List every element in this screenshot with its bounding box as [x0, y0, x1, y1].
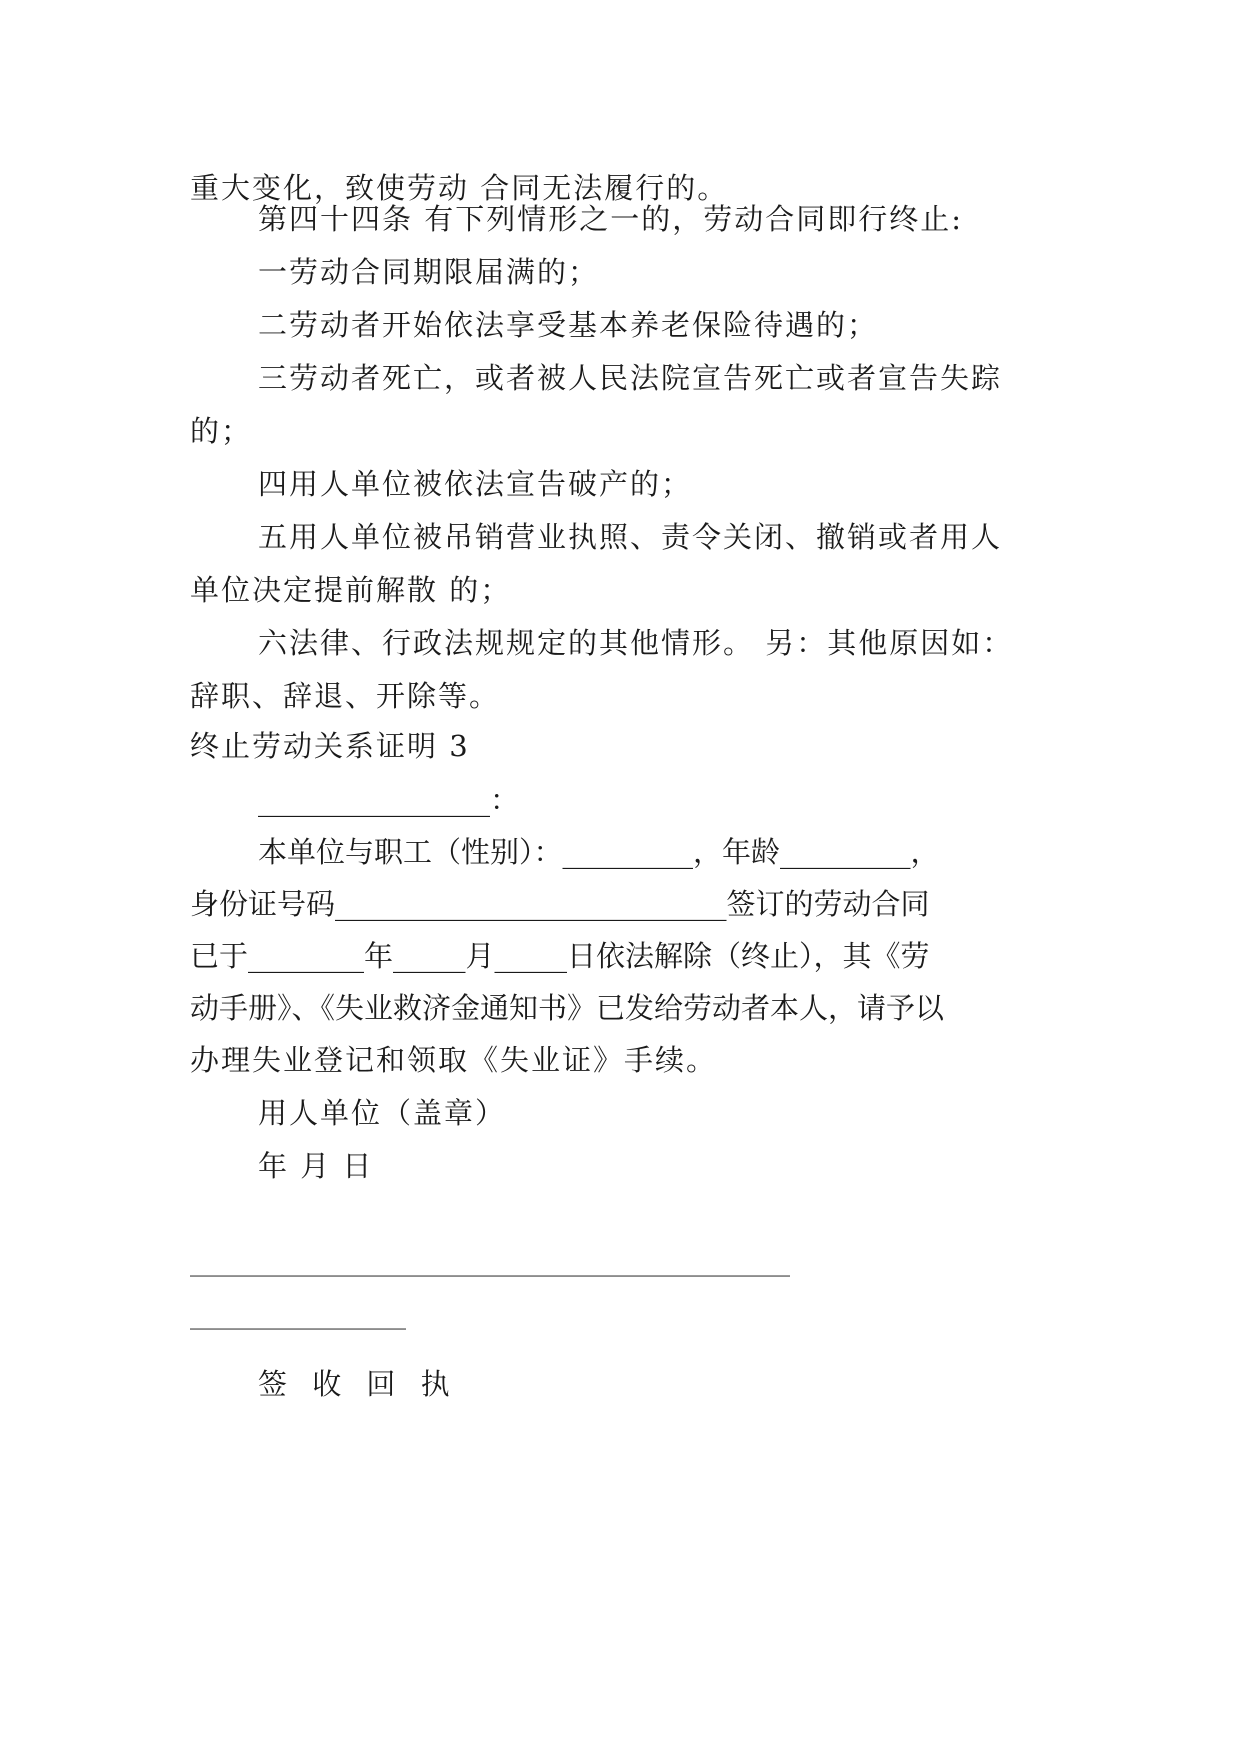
text-line: 辞职、辞退、开除等。 — [190, 679, 501, 713]
text-line: 的； — [190, 414, 253, 448]
cut-line: __________________ — [190, 1302, 406, 1330]
section-title: 终止劳动关系证明 3 — [190, 729, 470, 763]
list-item: 三劳动者死亡，或者被人民法院宣告死亡或者宣告失踪 — [258, 361, 1003, 395]
certificate-body-line: 已于________年_____月_____日依法解除（终止），其《劳 — [190, 939, 930, 973]
certificate-body-line: 动手册》、《失业救济金通知书》已发给劳动者本人，请予以 — [190, 991, 945, 1025]
certificate-body-line: 身份证号码___________________________签订的劳动合同 — [190, 887, 930, 921]
date-label: 年 月 日 — [258, 1149, 374, 1183]
list-item: 二劳动者开始依法享受基本养老保险待遇的； — [258, 308, 879, 342]
list-item: 四用人单位被依法宣告破产的； — [258, 467, 693, 501]
list-item: 六法律、行政法规规定的其他情形。 另：其他原因如： — [258, 626, 1014, 660]
receipt-title: 签 收 回 执 — [258, 1367, 458, 1401]
cut-line: __________________________________________________ — [190, 1249, 790, 1277]
text-line: 重大变化，致使劳动 合同无法履行的。 — [190, 171, 729, 205]
certificate-body-line: 办理失业登记和领取《失业证》手续。 — [190, 1043, 718, 1077]
text-line: 单位决定提前解散 的； — [190, 573, 512, 607]
article-44-heading: 第四十四条 有下列情形之一的，劳动合同即行终止: — [258, 202, 963, 236]
certificate-body-line: 本单位与职工（性别）：_________，年龄_________， — [258, 835, 940, 869]
employer-seal-label: 用人单位（盖章） — [258, 1096, 507, 1130]
list-item: 五用人单位被吊销营业执照、责令关闭、撤销或者用人 — [258, 520, 1003, 554]
addressee-blank: ________________： — [258, 783, 520, 817]
list-item: 一劳动合同期限届满的； — [258, 255, 600, 289]
